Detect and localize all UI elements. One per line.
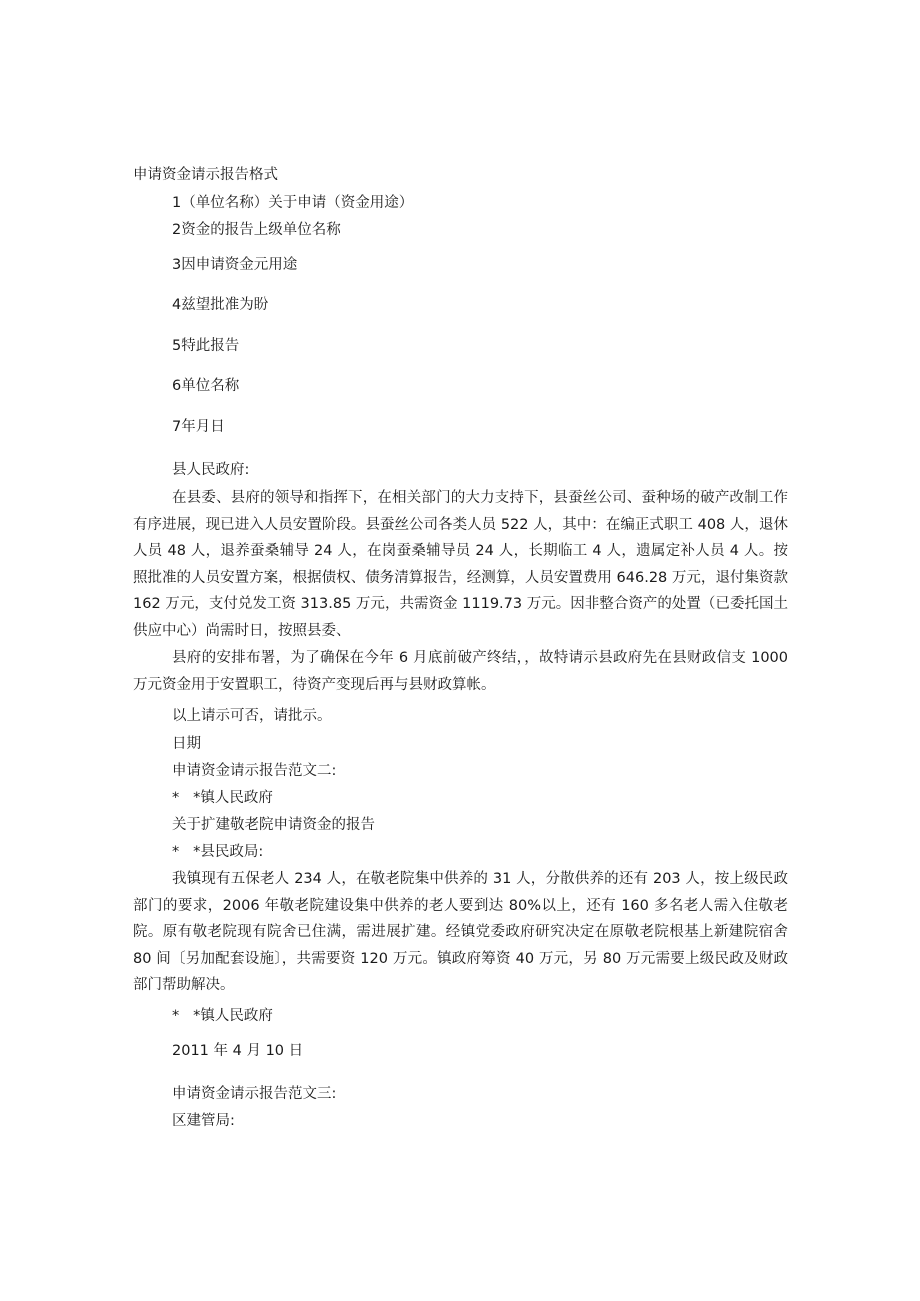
sample2-date: 2011 年 4 月 10 日 — [172, 1043, 304, 1059]
sample2-paragraph: 我镇现有五保老人 234 人，在敬老院集中供养的 31 人，分散供养的还有 203 人，按上级民政部门的要求，2006 年敬老院建设集中供养的老人要到达 80%以上，还有 160 多名老人需入住敬老院。原有敬老院现有院舍已住满，需进展扩建。经镇党委政府研究决定在原敬老院根基上新建院宿舍 80 间〔另加配套设施〕，共需要资 120 万元。镇政府筹资 40 万元，另 80 万元需要上级民政及财政部门帮助解决。 — [133, 871, 788, 993]
format-item-6: 6单位名称 — [172, 378, 240, 394]
sample3-title: 申请资金请示报告范文三: — [172, 1086, 337, 1102]
sample3-recipient: 区建管局: — [172, 1113, 235, 1129]
format-item-1: 1（单位名称）关于申请（资金用途） — [172, 195, 414, 211]
sample1-closing: 以上请示可否，请批示。 — [172, 708, 332, 724]
sample2-signature: * *镇人民政府 — [172, 1008, 273, 1024]
format-item-4: 4兹望批准为盼 — [172, 297, 269, 313]
sample2-title: 申请资金请示报告范文二: — [172, 763, 337, 779]
sample2-subject: 关于扩建敬老院申请资金的报告 — [172, 817, 375, 833]
format-item-5: 5特此报告 — [172, 338, 240, 354]
format-item-3: 3因申请资金元用途 — [172, 257, 298, 273]
format-item-2: 2资金的报告上级单位名称 — [172, 222, 341, 238]
document-heading: 申请资金请示报告格式 — [133, 167, 278, 183]
sample1-date: 日期 — [172, 736, 201, 752]
sample1-paragraph-1: 在县委、县府的领导和指挥下，在相关部门的大力支持下，县蚕丝公司、蚕种场的破产改制工作有序进展，现已进入人员安置阶段。县蚕丝公司各类人员 522 人，其中：在编正式职工 408 人，退休人员 48 人，退养蚕桑辅导 24 人，在岗蚕桑辅导员 24 人，长期临工 4 人，遗属定补人员 4 人。按照批准的人员安置方案，根据债权、债务清算报告，经测算，人员安置费用 646.28 万元，退付集资款 162 万元，支付兑发工资 313.85 万元，共需资金 1119.73 万元。因非整合资产的处置（已委托国土供应中心）尚需时日，按照县委、 — [133, 490, 788, 639]
format-item-7: 7年月日 — [172, 419, 225, 435]
sample2-sender: * *镇人民政府 — [172, 790, 273, 806]
sample1-paragraph-2: 县府的安排布署，为了确保在今年 6 月底前破产终结，，故特请示县政府先在县财政信支 1000 万元资金用于安置职工，待资产变现后再与县财政算帐。 — [133, 650, 788, 693]
sample1-recipient: 县人民政府: — [172, 462, 250, 478]
sample2-recipient: * *县民政局: — [172, 844, 264, 860]
